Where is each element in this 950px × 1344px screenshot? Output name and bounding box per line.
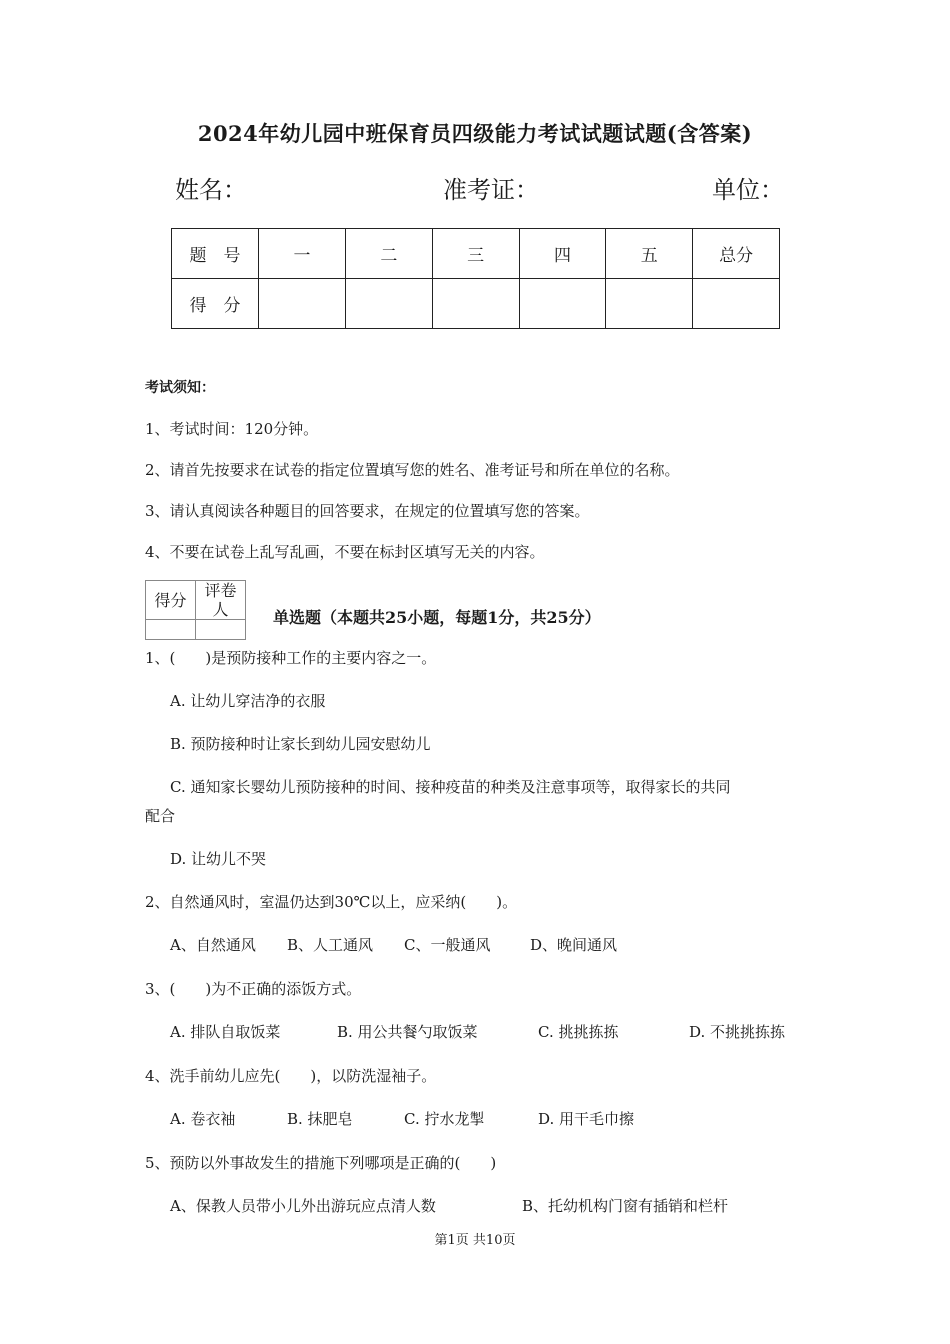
question-option: A、自然通风 [170, 936, 256, 954]
question-option: B. 用公共餐勺取饭菜 [337, 1023, 478, 1041]
question-option: A. 让幼儿穿洁净的衣服 [170, 692, 326, 710]
question-option: A. 排队自取饭菜 [170, 1023, 281, 1041]
score-input-cell[interactable] [432, 279, 519, 329]
question-option: A. 卷衣袖 [170, 1110, 236, 1128]
grader-score-cell[interactable] [146, 620, 196, 640]
score-row-label: 得 分 [172, 279, 259, 329]
notice-item: 4、不要在试卷上乱写乱画，不要在标封区填写无关的内容。 [145, 543, 545, 561]
score-header-cell: 题 号 [172, 229, 259, 279]
question-stem: 1、( )是预防接种工作的主要内容之一。 [145, 649, 437, 667]
question-option: B. 预防接种时让家长到幼儿园安慰幼儿 [170, 735, 431, 753]
score-header-cell: 四 [519, 229, 606, 279]
grader-reviewer-cell[interactable] [196, 620, 246, 640]
page-footer: 第1页 共10页 [434, 1233, 516, 1248]
score-input-cell[interactable] [693, 279, 780, 329]
score-header-cell: 五 [606, 229, 693, 279]
score-header-cell: 二 [345, 229, 432, 279]
grader-box [145, 580, 246, 640]
name-label: 姓名： [175, 176, 247, 204]
question-option: A、保教人员带小儿外出游玩应点清人数 [170, 1197, 436, 1215]
notice-item: 3、请认真阅读各种题目的回答要求，在规定的位置填写您的答案。 [145, 502, 590, 520]
score-input-cell[interactable] [519, 279, 606, 329]
question-option: D. 让幼儿不哭 [170, 850, 267, 868]
question-stem: 4、洗手前幼儿应先( )，以防洗湿袖子。 [145, 1067, 437, 1085]
question-stem: 2、自然通风时，室温仍达到30℃以上，应采纳( )。 [145, 893, 518, 911]
question-option: D、晚间通风 [530, 936, 618, 954]
notice-item: 2、请首先按要求在试卷的指定位置填写您的姓名、准考证号和所在单位的名称。 [145, 461, 680, 479]
grader-reviewer-label: 评卷人 [196, 581, 246, 620]
score-input-cell[interactable] [345, 279, 432, 329]
question-option: D. 用干毛巾擦 [538, 1110, 635, 1128]
grader-score-label: 得分 [146, 581, 196, 620]
unit-label: 单位： [712, 176, 784, 204]
notice-item: 1、考试时间：120分钟。 [145, 420, 319, 438]
question-stem: 3、( )为不正确的添饭方式。 [145, 980, 362, 998]
exam-id-label: 准考证： [443, 176, 539, 204]
question-option: B、托幼机构门窗有插销和栏杆 [522, 1197, 729, 1215]
question-option: C. 拧水龙掣 [404, 1110, 485, 1128]
question-option-continuation: 配合 [145, 807, 176, 825]
question-option: B. 抹肥皂 [287, 1110, 353, 1128]
score-input-cell[interactable] [606, 279, 693, 329]
score-header-cell: 一 [259, 229, 346, 279]
score-table-header-row [172, 229, 780, 279]
score-header-cell: 三 [432, 229, 519, 279]
score-table [171, 228, 780, 329]
question-option: D. 不挑挑拣拣 [689, 1023, 786, 1041]
question-option: C、一般通风 [404, 936, 491, 954]
document-title: 2024年幼儿园中班保育员四级能力考试试题试题(含答案) [197, 121, 753, 146]
score-table-score-row [172, 279, 780, 329]
notice-heading: 考试须知： [145, 380, 215, 396]
score-input-cell[interactable] [259, 279, 346, 329]
question-option: B、人工通风 [287, 936, 374, 954]
section-title: 单选题（本题共25小题，每题1分，共25分） [273, 608, 601, 627]
score-header-cell: 总分 [693, 229, 780, 279]
question-option: C. 挑挑拣拣 [538, 1023, 619, 1041]
question-stem: 5、预防以外事故发生的措施下列哪项是正确的( ) [145, 1154, 497, 1172]
question-option: C. 通知家长婴幼儿预防接种的时间、接种疫苗的种类及注意事项等，取得家长的共同 [170, 778, 731, 796]
